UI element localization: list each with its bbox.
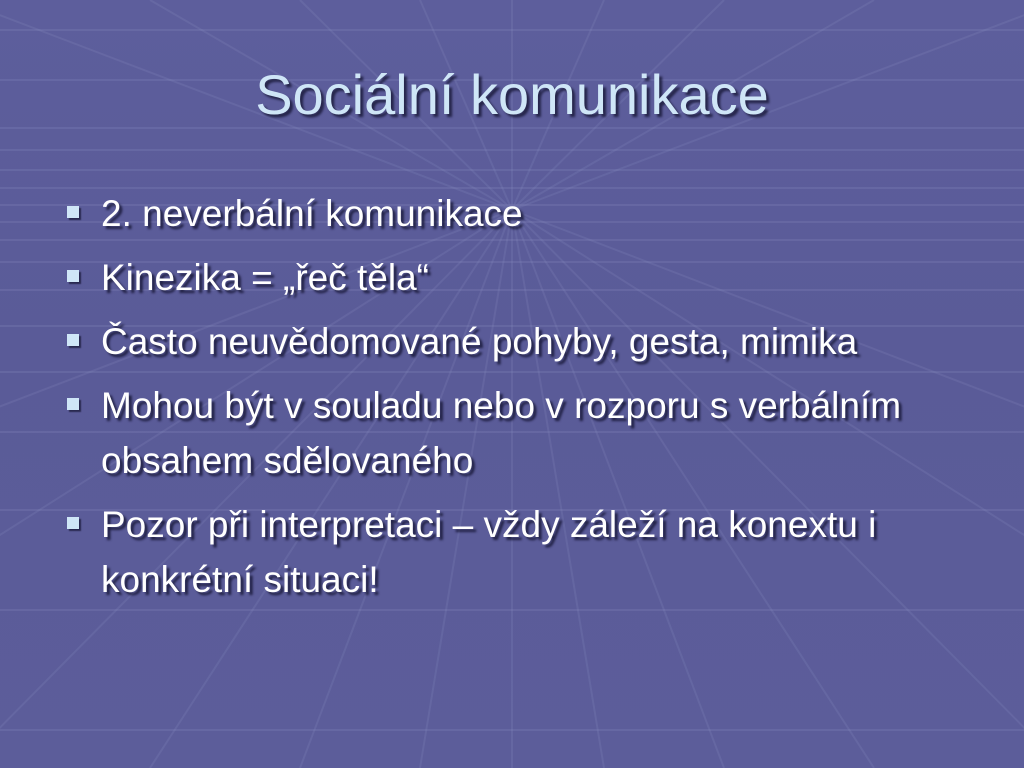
bullet-text: Často neuvědomované pohyby, gesta, mimika [101, 321, 858, 362]
bullet-item [66, 186, 966, 241]
square-bullet-icon [67, 206, 79, 218]
bullet-list [66, 186, 966, 616]
bullet-item [66, 314, 966, 369]
square-bullet-icon [67, 334, 79, 346]
bullet-item [66, 250, 966, 305]
bullet-text: Kinezika = „řeč těla“ [101, 257, 429, 298]
square-bullet-icon [67, 398, 79, 410]
bullet-text: Pozor při interpretaci – vždy záleží na konextu i konkrétní situaci! [101, 504, 877, 600]
square-bullet-icon [67, 517, 79, 529]
bullet-item [66, 497, 966, 607]
square-bullet-icon [67, 270, 79, 282]
bullet-text: Mohou být v souladu nebo v rozporu s verbálním obsahem sdělovaného [101, 385, 902, 481]
bullet-item [66, 378, 966, 488]
slide-title: Sociální komunikace [255, 63, 769, 126]
bullet-text: 2. neverbální komunikace [101, 193, 523, 234]
